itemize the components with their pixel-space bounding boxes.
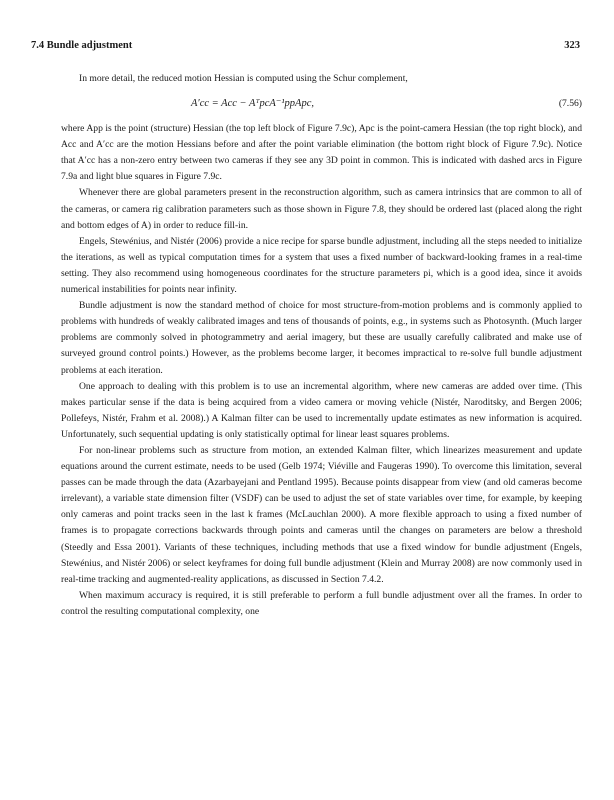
equation-7-56 <box>61 87 582 121</box>
paragraph: When maximum accuracy is required, it is still preferable to perform a full bundle adjustment over all the frames. In order to control the resulting computational complexity, one <box>61 589 582 617</box>
page-body <box>61 71 582 620</box>
equation-number: (7.56) <box>558 98 582 110</box>
section-title: 7.4 Bundle adjustment <box>31 40 133 51</box>
equation-expression: A′cc = Acc − AᵀpcA⁻¹ppApc, <box>191 98 314 110</box>
paragraph: One approach to dealing with this problem is to use an incremental algorithm, where new cameras are added over time. (This makes particular sense if the data is being acquired from a video camera or moving vehicle (Nistér, Naroditsky, and Bergen 2006; Pollefeys, Nistér, Frahm et al. 2008).) A Kalman filter can be used to incrementally update estimates as new information is acquired. Unfortunately, such sequential updating is only statistically optimal for linear least squares problems. <box>61 380 582 440</box>
page-number: 323 <box>564 40 580 51</box>
paragraph: Engels, Stewénius, and Nistér (2006) provide a nice recipe for sparse bundle adjustment, including all the steps needed to initialize the iterations, as well as typical computation times for a system that uses a fixed number of backward-looking frames in a real-time setting. They also recommend using homogeneous coordinates for the structure parameters pi, which is a good idea, since it avoids numerical instabilities for points near infinity. <box>61 235 582 296</box>
paragraph: Whenever there are global parameters present in the reconstruction algorithm, such as camera intrinsics that are common to all of the cameras, or camera rig calibration parameters such as those shown in Figure 7.8, they should be ordered last (placed along the right and bottom edges of A) in order to reduce fill-in. <box>61 187 582 231</box>
paragraph: In more detail, the reduced motion Hessian is computed using the Schur complement, <box>79 73 408 84</box>
paragraph: where App is the point (structure) Hessian (the top left block of Figure 7.9c), Apc is the point-camera Hessian (the top right block), and Acc and A′cc are the motion Hessians before and after the point variable elimination (the bottom right block of Figure 7.9c). Notice that A′cc has a non-zero entry between two cameras if they see any 3D point in common. This is indicated with dashed arcs in Figure 7.9a and light blue squares in Figure 7.9c. <box>61 123 582 183</box>
running-header <box>31 40 580 54</box>
paragraph: For non-linear problems such as structure from motion, an extended Kalman filter, which linearizes measurement and update equations around the current estimate, needs to be used (Gelb 1974; Viéville and Faugeras 1990). To overcome this limitation, several passes can be made through the data (Azarbayejani and Pentland 1995). Because points disappear from view (and old cameras become irrelevant), a variable state dimension filter (VSDF) can be used to adjust the set of state variables over time, for example, by keeping only cameras and point tracks seen in the last k frames (McLauchlan 2000). A more flexible approach to using a fixed number of frames is to propagate corrections backwards through points and cameras until the changes on parameters are below a threshold (Steedly and Essa 2001). Variants of these techniques, including methods that use a fixed window for bundle adjustment (Engels, Stewénius, and Nistér 2006) or select keyframes for doing full bundle adjustment (Klein and Murray 2008) are now commonly used in real-time tracking and augmented-reality applications, as discussed in Section 7.4.2. <box>61 444 582 585</box>
paragraph: Bundle adjustment is now the standard method of choice for most structure-from-motion problems and is commonly applied to problems with hundreds of weakly calibrated images and tens of thousands of points, e.g., in systems such as Photosynth. (Much larger problems are commonly solved in photogrammetry and aerial imagery, but these are usually carefully calibrated and make use of surveyed ground control points.) However, as the problems become larger, it becomes impractical to re-solve full bundle adjustment problems at each iteration. <box>61 300 582 376</box>
